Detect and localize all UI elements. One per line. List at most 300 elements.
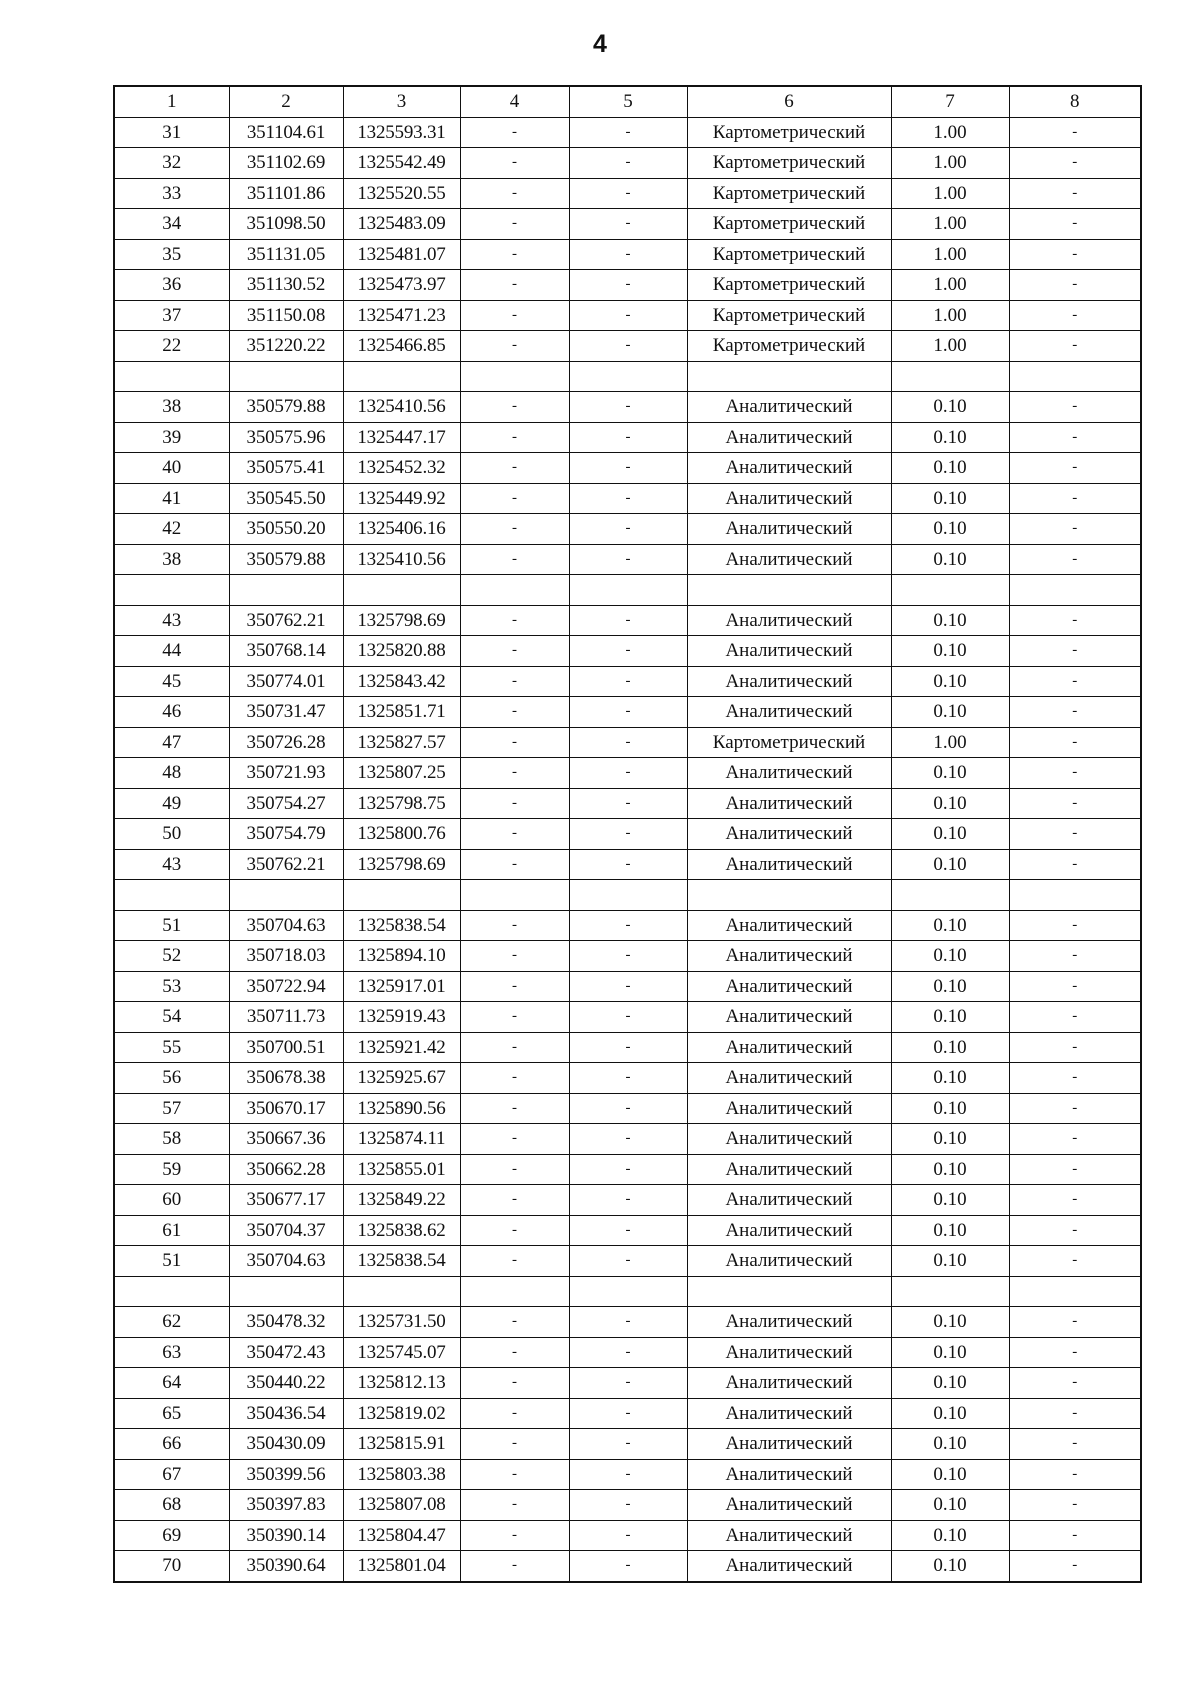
x-coordinate-cell: 350718.03: [229, 941, 343, 972]
method-cell: Аналитический: [687, 849, 891, 880]
method-cell: Аналитический: [687, 788, 891, 819]
table-row: [114, 605, 1141, 636]
method-cell: Аналитический: [687, 819, 891, 850]
x-coordinate-cell: 350762.21: [229, 849, 343, 880]
y-coordinate-cell: 1325745.07: [343, 1337, 460, 1368]
x-coordinate-cell: 350722.94: [229, 971, 343, 1002]
y-coordinate-cell: 1325890.56: [343, 1093, 460, 1124]
table-row: [114, 1490, 1141, 1521]
point-number-cell: 59: [114, 1154, 229, 1185]
method-cell: [687, 361, 891, 392]
col5-cell: -: [569, 971, 687, 1002]
col4-cell: -: [460, 117, 569, 148]
col4-cell: -: [460, 270, 569, 301]
col5-cell: -: [569, 270, 687, 301]
table-row: [114, 178, 1141, 209]
y-coordinate-cell: 1325838.62: [343, 1215, 460, 1246]
x-coordinate-cell: 350711.73: [229, 1002, 343, 1033]
col4-cell: -: [460, 148, 569, 179]
method-cell: Аналитический: [687, 971, 891, 1002]
y-coordinate-cell: 1325819.02: [343, 1398, 460, 1429]
table-row: [114, 1246, 1141, 1277]
col8-cell: -: [1009, 1154, 1141, 1185]
point-number-cell: [114, 1276, 229, 1307]
method-cell: [687, 880, 891, 911]
table-body: [114, 86, 1141, 1582]
y-coordinate-cell: 1325481.07: [343, 239, 460, 270]
col5-cell: -: [569, 209, 687, 240]
col8-cell: -: [1009, 1459, 1141, 1490]
col8-cell: -: [1009, 941, 1141, 972]
col4-cell: -: [460, 849, 569, 880]
point-number-cell: 54: [114, 1002, 229, 1033]
col8-cell: -: [1009, 1520, 1141, 1551]
y-coordinate-cell: 1325449.92: [343, 483, 460, 514]
col5-cell: -: [569, 666, 687, 697]
col4-cell: -: [460, 422, 569, 453]
column-header: 5: [569, 86, 687, 117]
accuracy-cell: 0.10: [891, 1337, 1009, 1368]
col8-cell: -: [1009, 971, 1141, 1002]
col4-cell: -: [460, 1185, 569, 1216]
col4-cell: -: [460, 331, 569, 362]
col4-cell: -: [460, 1368, 569, 1399]
col5-cell: -: [569, 514, 687, 545]
accuracy-cell: 1.00: [891, 331, 1009, 362]
col5-cell: -: [569, 239, 687, 270]
col4-cell: -: [460, 788, 569, 819]
table-row: [114, 392, 1141, 423]
col4-cell: -: [460, 1154, 569, 1185]
col8-cell: -: [1009, 1551, 1141, 1582]
table-row: [114, 300, 1141, 331]
accuracy-cell: 0.10: [891, 849, 1009, 880]
y-coordinate-cell: 1325447.17: [343, 422, 460, 453]
table-row: [114, 1063, 1141, 1094]
col4-cell: -: [460, 727, 569, 758]
table-header-row: [114, 86, 1141, 117]
col5-cell: -: [569, 1002, 687, 1033]
y-coordinate-cell: 1325798.69: [343, 605, 460, 636]
point-number-cell: 52: [114, 941, 229, 972]
col4-cell: -: [460, 544, 569, 575]
accuracy-cell: 0.10: [891, 1520, 1009, 1551]
col4-cell: -: [460, 697, 569, 728]
method-cell: Аналитический: [687, 1490, 891, 1521]
col5-cell: [569, 575, 687, 606]
y-coordinate-cell: 1325520.55: [343, 178, 460, 209]
x-coordinate-cell: 350670.17: [229, 1093, 343, 1124]
col4-cell: [460, 880, 569, 911]
x-coordinate-cell: 351220.22: [229, 331, 343, 362]
y-coordinate-cell: 1325542.49: [343, 148, 460, 179]
accuracy-cell: 0.10: [891, 1002, 1009, 1033]
col4-cell: -: [460, 392, 569, 423]
method-cell: Аналитический: [687, 697, 891, 728]
method-cell: Картометрический: [687, 727, 891, 758]
method-cell: Аналитический: [687, 1337, 891, 1368]
point-number-cell: [114, 575, 229, 606]
x-coordinate-cell: 350478.32: [229, 1307, 343, 1338]
accuracy-cell: 0.10: [891, 971, 1009, 1002]
col8-cell: -: [1009, 910, 1141, 941]
y-coordinate-cell: 1325731.50: [343, 1307, 460, 1338]
col8-cell: -: [1009, 1337, 1141, 1368]
col5-cell: -: [569, 392, 687, 423]
point-number-cell: 37: [114, 300, 229, 331]
col5-cell: -: [569, 758, 687, 789]
accuracy-cell: 0.10: [891, 422, 1009, 453]
x-coordinate-cell: 350579.88: [229, 392, 343, 423]
col8-cell: -: [1009, 727, 1141, 758]
point-number-cell: 58: [114, 1124, 229, 1155]
point-number-cell: 33: [114, 178, 229, 209]
column-header: 8: [1009, 86, 1141, 117]
col5-cell: -: [569, 910, 687, 941]
col8-cell: -: [1009, 1490, 1141, 1521]
x-coordinate-cell: 350667.36: [229, 1124, 343, 1155]
method-cell: [687, 1276, 891, 1307]
col8-cell: [1009, 575, 1141, 606]
col5-cell: -: [569, 331, 687, 362]
y-coordinate-cell: 1325851.71: [343, 697, 460, 728]
point-number-cell: 51: [114, 1246, 229, 1277]
col8-cell: -: [1009, 1124, 1141, 1155]
col4-cell: -: [460, 1215, 569, 1246]
col8-cell: -: [1009, 1307, 1141, 1338]
table-row: [114, 941, 1141, 972]
col8-cell: -: [1009, 819, 1141, 850]
x-coordinate-cell: 350575.41: [229, 453, 343, 484]
col8-cell: -: [1009, 239, 1141, 270]
point-number-cell: 61: [114, 1215, 229, 1246]
table-separator-row: [114, 361, 1141, 392]
col4-cell: -: [460, 1093, 569, 1124]
coordinates-table: [113, 85, 1142, 1583]
accuracy-cell: 0.10: [891, 1459, 1009, 1490]
accuracy-cell: 0.10: [891, 1063, 1009, 1094]
col8-cell: -: [1009, 117, 1141, 148]
y-coordinate-cell: 1325593.31: [343, 117, 460, 148]
point-number-cell: 43: [114, 849, 229, 880]
col8-cell: -: [1009, 788, 1141, 819]
accuracy-cell: 0.10: [891, 1246, 1009, 1277]
column-header: 7: [891, 86, 1009, 117]
accuracy-cell: 1.00: [891, 300, 1009, 331]
col8-cell: [1009, 361, 1141, 392]
col4-cell: -: [460, 1337, 569, 1368]
table-row: [114, 1307, 1141, 1338]
col4-cell: -: [460, 1307, 569, 1338]
col5-cell: -: [569, 605, 687, 636]
accuracy-cell: [891, 575, 1009, 606]
x-coordinate-cell: 351104.61: [229, 117, 343, 148]
method-cell: [687, 575, 891, 606]
col4-cell: -: [460, 1490, 569, 1521]
accuracy-cell: 0.10: [891, 605, 1009, 636]
y-coordinate-cell: 1325807.25: [343, 758, 460, 789]
method-cell: Аналитический: [687, 1185, 891, 1216]
method-cell: Аналитический: [687, 910, 891, 941]
col4-cell: -: [460, 1520, 569, 1551]
col8-cell: -: [1009, 300, 1141, 331]
x-coordinate-cell: 350678.38: [229, 1063, 343, 1094]
accuracy-cell: 1.00: [891, 727, 1009, 758]
accuracy-cell: [891, 1276, 1009, 1307]
point-number-cell: 48: [114, 758, 229, 789]
method-cell: Аналитический: [687, 453, 891, 484]
col5-cell: -: [569, 1124, 687, 1155]
col8-cell: -: [1009, 697, 1141, 728]
col8-cell: -: [1009, 849, 1141, 880]
table-row: [114, 1032, 1141, 1063]
method-cell: Аналитический: [687, 1124, 891, 1155]
page-number: 4: [593, 30, 607, 58]
table-row: [114, 1368, 1141, 1399]
point-number-cell: 32: [114, 148, 229, 179]
y-coordinate-cell: 1325410.56: [343, 544, 460, 575]
table-row: [114, 209, 1141, 240]
point-number-cell: 63: [114, 1337, 229, 1368]
point-number-cell: 42: [114, 514, 229, 545]
y-coordinate-cell: 1325807.08: [343, 1490, 460, 1521]
method-cell: Аналитический: [687, 1307, 891, 1338]
table-row: [114, 270, 1141, 301]
point-number-cell: 41: [114, 483, 229, 514]
method-cell: Картометрический: [687, 270, 891, 301]
col8-cell: -: [1009, 1002, 1141, 1033]
col5-cell: -: [569, 697, 687, 728]
method-cell: Аналитический: [687, 758, 891, 789]
col4-cell: -: [460, 1551, 569, 1582]
x-coordinate-cell: 350575.96: [229, 422, 343, 453]
accuracy-cell: 0.10: [891, 636, 1009, 667]
table-row: [114, 117, 1141, 148]
col4-cell: -: [460, 636, 569, 667]
table-row: [114, 1124, 1141, 1155]
point-number-cell: 45: [114, 666, 229, 697]
x-coordinate-cell: 350768.14: [229, 636, 343, 667]
method-cell: Картометрический: [687, 331, 891, 362]
x-coordinate-cell: 351101.86: [229, 178, 343, 209]
col5-cell: -: [569, 636, 687, 667]
point-number-cell: 53: [114, 971, 229, 1002]
point-number-cell: 66: [114, 1429, 229, 1460]
y-coordinate-cell: 1325466.85: [343, 331, 460, 362]
x-coordinate-cell: [229, 1276, 343, 1307]
y-coordinate-cell: [343, 361, 460, 392]
col8-cell: -: [1009, 1063, 1141, 1094]
col5-cell: [569, 361, 687, 392]
table-row: [114, 1398, 1141, 1429]
table-row: [114, 422, 1141, 453]
x-coordinate-cell: 351102.69: [229, 148, 343, 179]
x-coordinate-cell: 350704.63: [229, 1246, 343, 1277]
table-row: [114, 1551, 1141, 1582]
column-header: 2: [229, 86, 343, 117]
x-coordinate-cell: [229, 361, 343, 392]
col4-cell: -: [460, 910, 569, 941]
col5-cell: -: [569, 1368, 687, 1399]
col8-cell: -: [1009, 758, 1141, 789]
point-number-cell: 67: [114, 1459, 229, 1490]
col4-cell: -: [460, 1398, 569, 1429]
y-coordinate-cell: 1325849.22: [343, 1185, 460, 1216]
x-coordinate-cell: 350704.37: [229, 1215, 343, 1246]
col4-cell: [460, 361, 569, 392]
col5-cell: -: [569, 1398, 687, 1429]
y-coordinate-cell: 1325800.76: [343, 819, 460, 850]
method-cell: Аналитический: [687, 941, 891, 972]
table-separator-row: [114, 575, 1141, 606]
col8-cell: -: [1009, 148, 1141, 179]
point-number-cell: 49: [114, 788, 229, 819]
col4-cell: -: [460, 941, 569, 972]
point-number-cell: 40: [114, 453, 229, 484]
col8-cell: [1009, 880, 1141, 911]
x-coordinate-cell: 350390.64: [229, 1551, 343, 1582]
accuracy-cell: 0.10: [891, 1307, 1009, 1338]
accuracy-cell: 0.10: [891, 941, 1009, 972]
x-coordinate-cell: 350662.28: [229, 1154, 343, 1185]
col8-cell: -: [1009, 453, 1141, 484]
table-row: [114, 1002, 1141, 1033]
method-cell: Аналитический: [687, 422, 891, 453]
accuracy-cell: 1.00: [891, 209, 1009, 240]
x-coordinate-cell: 350440.22: [229, 1368, 343, 1399]
accuracy-cell: 0.10: [891, 819, 1009, 850]
x-coordinate-cell: 350472.43: [229, 1337, 343, 1368]
table-row: [114, 1185, 1141, 1216]
y-coordinate-cell: 1325874.11: [343, 1124, 460, 1155]
x-coordinate-cell: 350430.09: [229, 1429, 343, 1460]
col4-cell: -: [460, 666, 569, 697]
col8-cell: -: [1009, 1246, 1141, 1277]
col8-cell: -: [1009, 514, 1141, 545]
col5-cell: -: [569, 1307, 687, 1338]
method-cell: Картометрический: [687, 117, 891, 148]
y-coordinate-cell: 1325473.97: [343, 270, 460, 301]
x-coordinate-cell: 350704.63: [229, 910, 343, 941]
accuracy-cell: [891, 361, 1009, 392]
point-number-cell: 51: [114, 910, 229, 941]
col5-cell: -: [569, 819, 687, 850]
point-number-cell: 62: [114, 1307, 229, 1338]
col8-cell: -: [1009, 270, 1141, 301]
point-number-cell: 38: [114, 392, 229, 423]
table-row: [114, 453, 1141, 484]
x-coordinate-cell: 350677.17: [229, 1185, 343, 1216]
x-coordinate-cell: 350754.79: [229, 819, 343, 850]
table-row: [114, 1520, 1141, 1551]
y-coordinate-cell: 1325925.67: [343, 1063, 460, 1094]
method-cell: Аналитический: [687, 1032, 891, 1063]
accuracy-cell: 0.10: [891, 910, 1009, 941]
table-row: [114, 971, 1141, 1002]
accuracy-cell: 0.10: [891, 453, 1009, 484]
x-coordinate-cell: 350700.51: [229, 1032, 343, 1063]
col5-cell: -: [569, 1459, 687, 1490]
accuracy-cell: 0.10: [891, 697, 1009, 728]
y-coordinate-cell: 1325921.42: [343, 1032, 460, 1063]
y-coordinate-cell: 1325838.54: [343, 1246, 460, 1277]
col5-cell: -: [569, 300, 687, 331]
column-header: 6: [687, 86, 891, 117]
col4-cell: [460, 575, 569, 606]
col5-cell: -: [569, 1215, 687, 1246]
y-coordinate-cell: 1325798.75: [343, 788, 460, 819]
y-coordinate-cell: 1325798.69: [343, 849, 460, 880]
method-cell: Аналитический: [687, 1246, 891, 1277]
method-cell: Аналитический: [687, 544, 891, 575]
column-header: 3: [343, 86, 460, 117]
x-coordinate-cell: 351130.52: [229, 270, 343, 301]
x-coordinate-cell: 350397.83: [229, 1490, 343, 1521]
col5-cell: -: [569, 1185, 687, 1216]
point-number-cell: 31: [114, 117, 229, 148]
accuracy-cell: 0.10: [891, 483, 1009, 514]
table-row: [114, 666, 1141, 697]
accuracy-cell: 0.10: [891, 1124, 1009, 1155]
col5-cell: -: [569, 178, 687, 209]
point-number-cell: 46: [114, 697, 229, 728]
col5-cell: -: [569, 1093, 687, 1124]
accuracy-cell: 0.10: [891, 1551, 1009, 1582]
col4-cell: -: [460, 971, 569, 1002]
col5-cell: -: [569, 544, 687, 575]
table-row: [114, 544, 1141, 575]
col5-cell: -: [569, 483, 687, 514]
point-number-cell: 36: [114, 270, 229, 301]
method-cell: Аналитический: [687, 1093, 891, 1124]
method-cell: Аналитический: [687, 1398, 891, 1429]
point-number-cell: 68: [114, 1490, 229, 1521]
y-coordinate-cell: 1325827.57: [343, 727, 460, 758]
col8-cell: -: [1009, 483, 1141, 514]
method-cell: Аналитический: [687, 1154, 891, 1185]
point-number-cell: 64: [114, 1368, 229, 1399]
column-header: 4: [460, 86, 569, 117]
point-number-cell: 50: [114, 819, 229, 850]
accuracy-cell: 0.10: [891, 1368, 1009, 1399]
accuracy-cell: 0.10: [891, 1154, 1009, 1185]
col8-cell: -: [1009, 1215, 1141, 1246]
col4-cell: -: [460, 1032, 569, 1063]
y-coordinate-cell: 1325894.10: [343, 941, 460, 972]
table-row: [114, 819, 1141, 850]
col4-cell: -: [460, 1124, 569, 1155]
method-cell: Аналитический: [687, 1063, 891, 1094]
col4-cell: -: [460, 1002, 569, 1033]
y-coordinate-cell: 1325410.56: [343, 392, 460, 423]
table-row: [114, 1337, 1141, 1368]
method-cell: Аналитический: [687, 636, 891, 667]
point-number-cell: 56: [114, 1063, 229, 1094]
y-coordinate-cell: [343, 880, 460, 911]
y-coordinate-cell: 1325406.16: [343, 514, 460, 545]
point-number-cell: [114, 880, 229, 911]
col8-cell: -: [1009, 209, 1141, 240]
point-number-cell: 35: [114, 239, 229, 270]
x-coordinate-cell: 350579.88: [229, 544, 343, 575]
accuracy-cell: 0.10: [891, 1398, 1009, 1429]
col8-cell: -: [1009, 605, 1141, 636]
col5-cell: -: [569, 849, 687, 880]
x-coordinate-cell: 350762.21: [229, 605, 343, 636]
col5-cell: -: [569, 1337, 687, 1368]
accuracy-cell: 0.10: [891, 514, 1009, 545]
x-coordinate-cell: 351098.50: [229, 209, 343, 240]
